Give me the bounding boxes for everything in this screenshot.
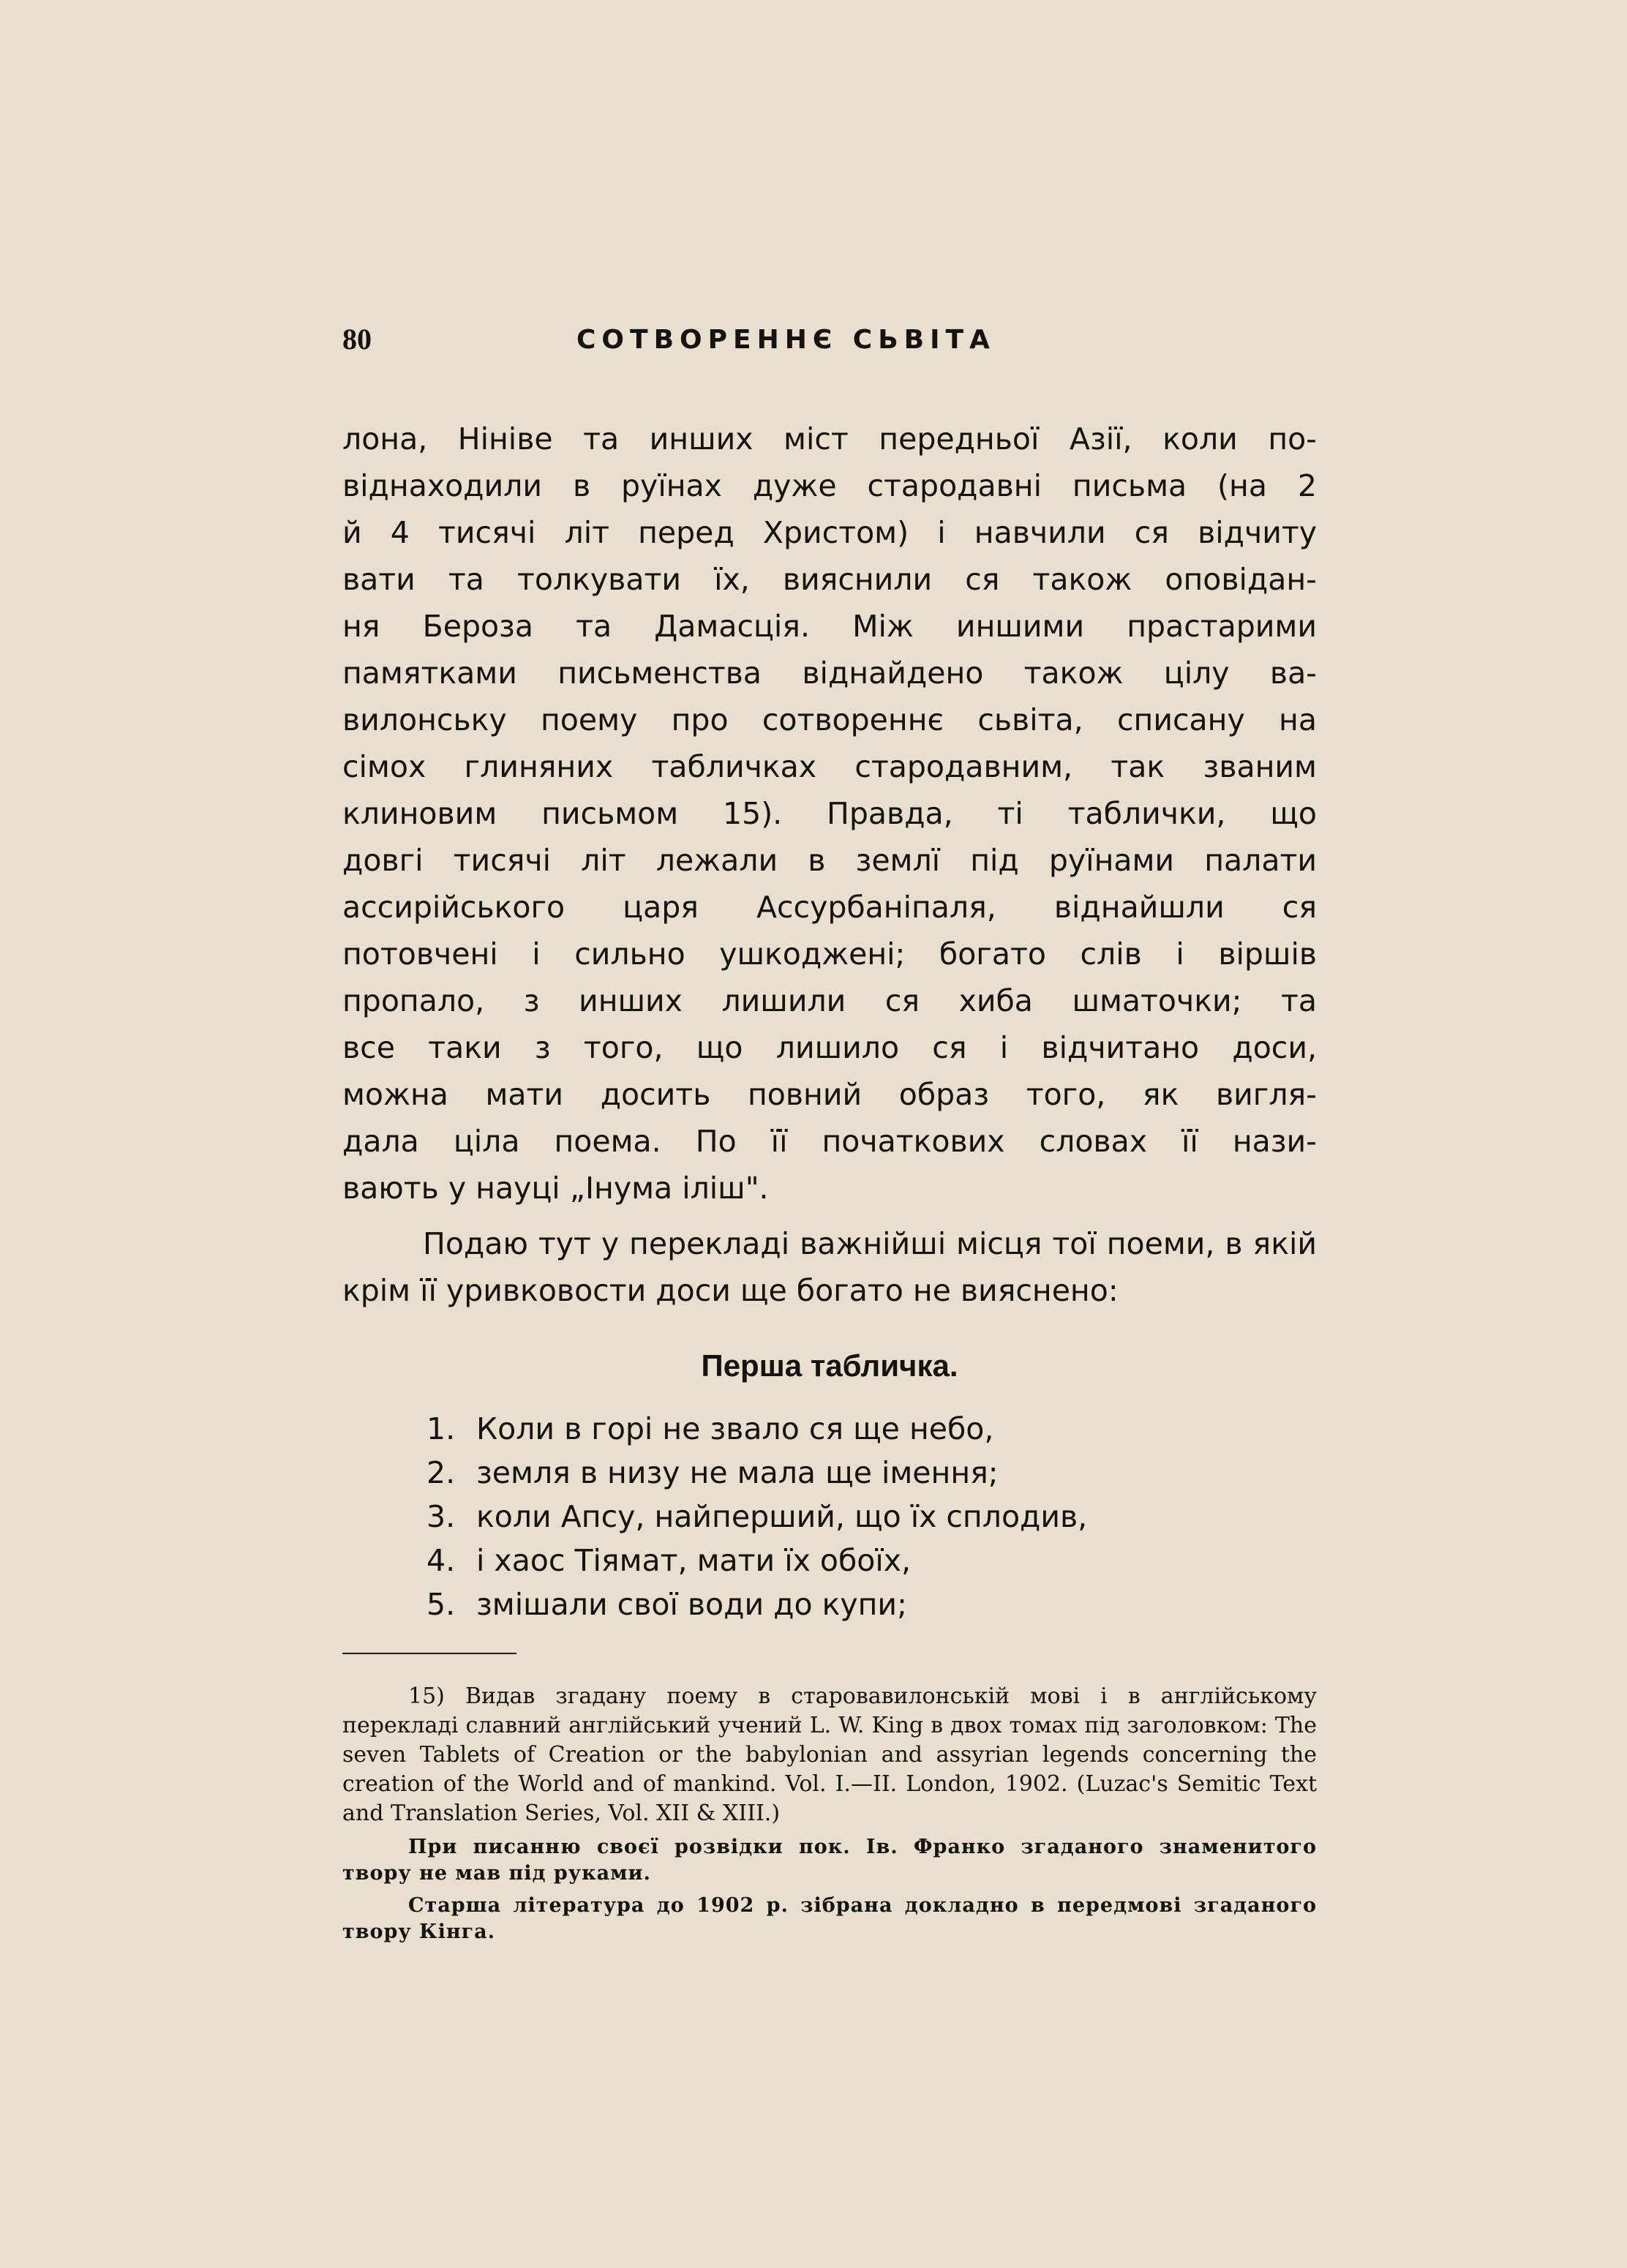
poem-line-text: змішали свої води до купи; (476, 1587, 907, 1622)
text-line: вилонську поему про сотвореннє сьвіта, списану на (342, 702, 1317, 737)
poem-line-text: і хаос Тіямат, мати їх обоїх, (476, 1543, 912, 1578)
poem-line (427, 1495, 1317, 1539)
section-title: Перша табличка. (701, 1348, 958, 1383)
text-line: лона, Нініве та инших міст передньої Азії, коли по- (342, 421, 1317, 457)
poem-line-number: 3. (427, 1499, 456, 1534)
page-header (342, 322, 1317, 366)
text-line: вають у науці „Інума іліш". (342, 1171, 769, 1206)
footnote-divider (342, 1653, 516, 1654)
text-line: можна мати досить повний образ того, як вигля- (342, 1077, 1317, 1112)
paragraph-1 (342, 416, 1317, 1212)
text-line: все таки з того, що лишило ся і відчитано доси, (342, 1030, 1317, 1065)
text-line: сімох глиняних табличках стародавним, так званим (342, 749, 1317, 784)
text-line: потовчені і сильно ушкоджені; богато слів і віршів (342, 936, 1317, 972)
page (342, 322, 1317, 1951)
page-number: 80 (342, 323, 372, 356)
text-line: пропало, з инших лишили ся хиба шматочки; та (342, 983, 1317, 1018)
text-line: вати та толкувати їх, вияснили ся також оповідан- (342, 562, 1317, 597)
footnote-note-2: Старша література до 1902 р. зібрана докладно в передмові згаданого твору Кінга. (342, 1894, 1317, 1943)
paragraph-2: Подаю тут у перекладі важнійші місця тої поеми, в якій крім її уривковости доси ще богато не вияснено: (342, 1226, 1317, 1308)
body-text (342, 416, 1317, 1314)
poem-line (427, 1539, 1317, 1582)
running-title: СОТВОРЕННЄ СЬВІТА (576, 325, 996, 355)
poem-line-text: Коли в горі не звало ся ще небо, (476, 1411, 994, 1446)
poem-list (427, 1407, 1317, 1626)
text-line: довгі тисячі літ лежали в землї під руїнами палати (342, 843, 1317, 878)
text-line: ассирійського царя Ассурбаніпаля, віднайшли ся (342, 890, 1317, 925)
text-line: ня Бероза та Дамасція. Між иншими прастарими (342, 609, 1317, 644)
poem-line-text: коли Апсу, найперший, що їх сплодив, (476, 1499, 1088, 1534)
poem-line-number: 1. (427, 1411, 456, 1446)
poem-line-number: 4. (427, 1543, 456, 1578)
text-line: памятками письменства віднайдено також цілу ва- (342, 656, 1317, 691)
poem-line-number: 5. (427, 1587, 456, 1622)
poem-line (427, 1451, 1317, 1495)
footnote-note-1: При писанню своєї розвідки пок. Ів. Франко згаданого знаменитого твору не мав під руками. (342, 1836, 1317, 1885)
text-line: й 4 тисячі літ перед Христом) і навчили ся відчиту (342, 515, 1317, 550)
poem-line (427, 1582, 1317, 1626)
poem-line-text: земля в низу не мала ще імення; (476, 1455, 999, 1490)
poem-line-number: 2. (427, 1455, 456, 1490)
text-line: клиновим письмом 15). Правда, ті таблички, що (342, 796, 1317, 831)
footnotes (342, 1682, 1317, 1945)
text-line: віднаходили в руїнах дуже стародавні письма (на 2 (342, 468, 1317, 503)
poem-line (427, 1407, 1317, 1451)
text-line: дала ціла поема. По її початкових словах її нази- (342, 1124, 1317, 1159)
footnote-15: 15) Видав згадану поему в старовавилонській мові і в англійському перекладі славний англійський учений L. W. King в двох томах під заголовком: The seven Tablets of Creation or the babylonian and assyrian legends concerning the creation of the World and of mankind. Vol. I.—II. London, 1902. (Luzac's Semitic Text and Translation Series, Vol. XII & XIII.) (342, 1683, 1317, 1826)
